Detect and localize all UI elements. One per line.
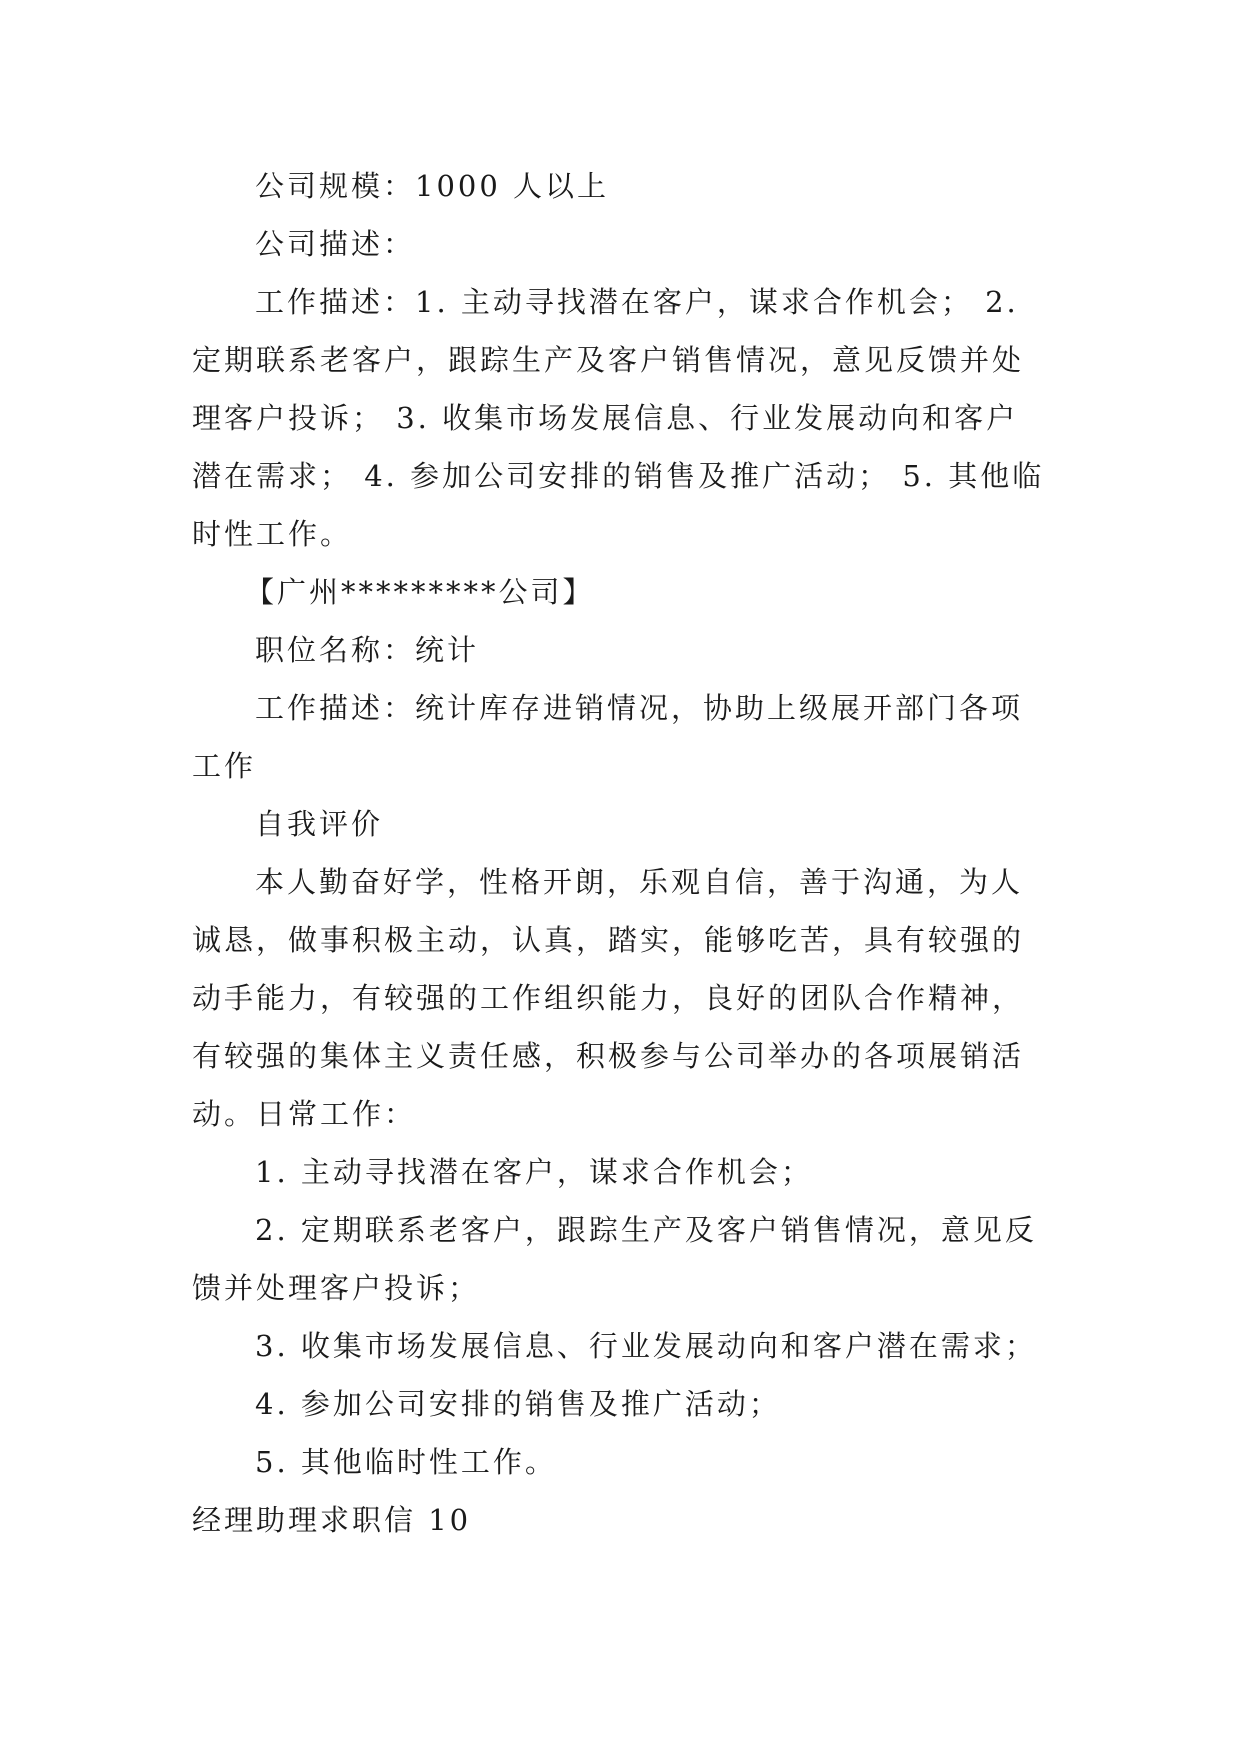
job-description-line-5: 时性工作。 [192,517,353,551]
daily-work-item-5: 5. 其他临时性工作。 [255,1445,557,1479]
stats-job-description-line-1: 工作描述：统计库存进销情况，协助上级展开部门各项 [255,691,1024,725]
stats-job-description-line-2: 工作 [192,749,257,783]
position-title-line: 职位名称：统计 [255,633,480,667]
daily-work-item-3: 3. 收集市场发展信息、行业发展动向和客户潜在需求； [255,1329,1037,1363]
company-description-line: 公司描述： [255,227,416,261]
self-evaluation-line-1: 本人勤奋好学，性格开朗，乐观自信，善于沟通，为人 [255,865,1024,899]
self-evaluation-line-2: 诚恳，做事积极主动，认真，踏实，能够吃苦，具有较强的 [192,923,1025,957]
daily-work-item-4: 4. 参加公司安排的销售及推广活动； [255,1387,781,1421]
job-description-line-1: 工作描述：1. 主动寻找潜在客户，谋求合作机会； 2. [255,285,1019,319]
company-heading: 【广州*********公司】 [245,575,595,609]
daily-work-item-2-line-2: 馈并处理客户投诉； [192,1271,481,1305]
self-evaluation-line-3: 动手能力，有较强的工作组织能力，良好的团队合作精神， [192,981,1025,1015]
self-evaluation-line-4: 有较强的集体主义责任感，积极参与公司举办的各项展销活 [192,1039,1025,1073]
self-evaluation-heading: 自我评价 [255,807,384,841]
section-title: 经理助理求职信 10 [192,1503,472,1537]
daily-work-item-1: 1. 主动寻找潜在客户，谋求合作机会； [255,1155,813,1189]
job-description-line-4: 潜在需求； 4. 参加公司安排的销售及推广活动； 5. 其他临 [192,459,1045,493]
job-description-line-2: 定期联系老客户，跟踪生产及客户销售情况，意见反馈并处 [192,343,1025,377]
job-description-line-3: 理客户投诉； 3. 收集市场发展信息、行业发展动向和客户 [192,401,1019,435]
daily-work-item-2-line-1: 2. 定期联系老客户，跟踪生产及客户销售情况，意见反 [255,1213,1037,1247]
self-evaluation-line-5: 动。日常工作： [192,1097,417,1131]
company-size-line: 公司规模：1000 人以上 [255,169,610,203]
